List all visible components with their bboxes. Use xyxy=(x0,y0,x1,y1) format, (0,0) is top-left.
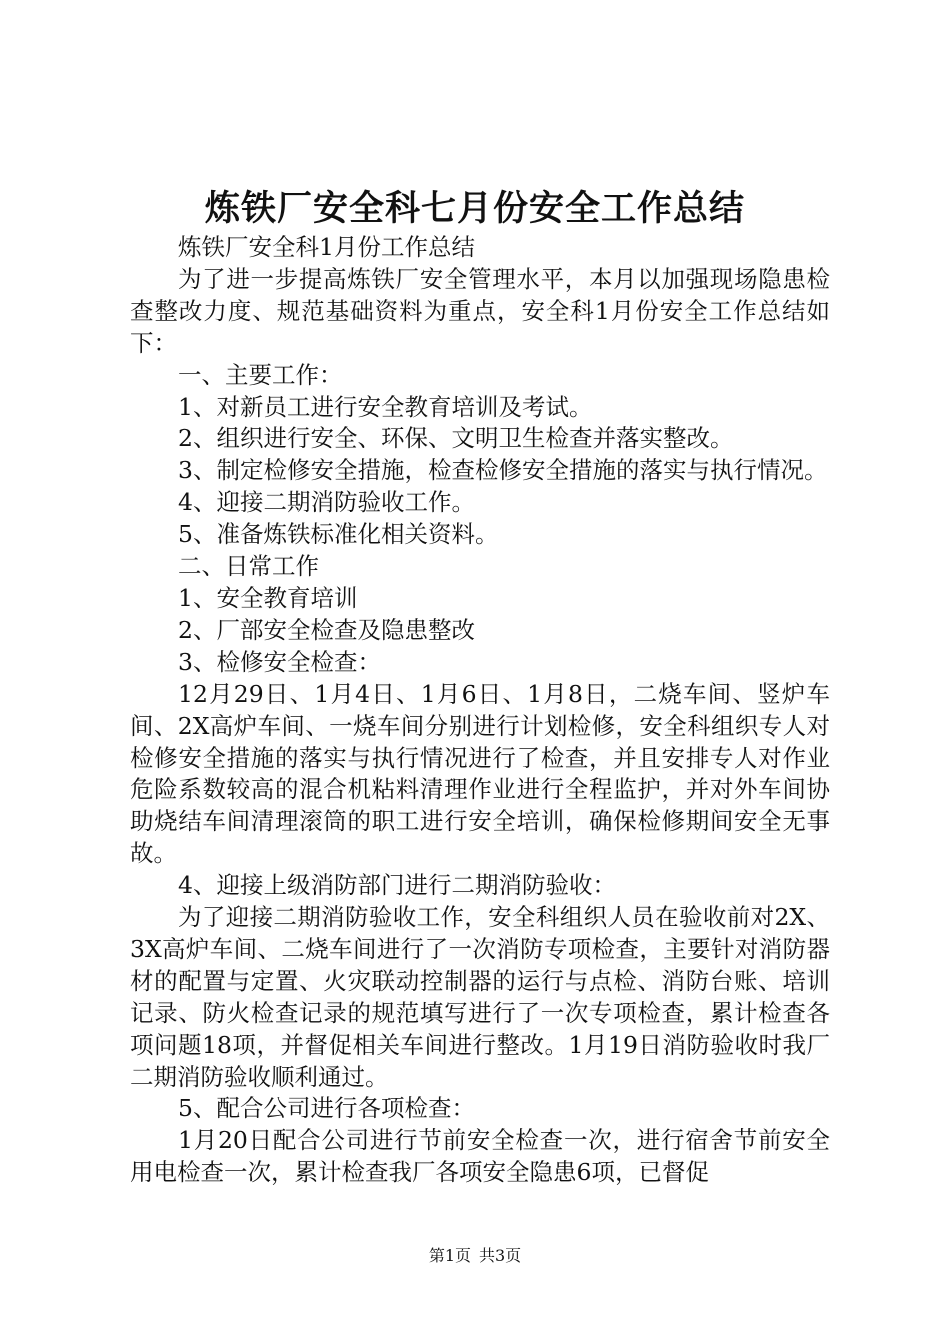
page-footer xyxy=(0,1245,950,1267)
paragraph-fire-inspection: 为了迎接二期消防验收工作，安全科组织人员在验收前对2X、3X高炉车间、二烧车间进行了一次消防专项检查，主要针对消防器材的配置与定置、火灾联动控制器的运行与点检、消防台账、培训记录、防火检查记录的规范填写进行了一次专项检查，累计检查各项问题18项，并督促相关车间进行整改。1月19日消防验收时我厂二期消防验收顺利通过。 xyxy=(130,903,830,1091)
list-item: 5、配合公司进行各项检查： xyxy=(178,1094,475,1123)
section-heading-main-work: 一、主要工作： xyxy=(178,360,343,389)
document-body xyxy=(130,232,830,1189)
paragraph-subtitle: 炼铁厂安全科1月份工作总结 xyxy=(178,233,475,261)
paragraph-intro: 为了进一步提高炼铁厂安全管理水平，本月以加强现场隐患检查整改力度、规范基础资料为重点，安全科1月份安全工作总结如下： xyxy=(130,264,830,357)
list-item: 4、迎接二期消防验收工作。 xyxy=(178,488,475,517)
paragraph-maintenance-check: 12月29日、1月4日、1月6日、1月8日，二烧车间、竖炉车间、2X高炉车间、一烧车间分别进行计划检修，安全科组织专人对检修安全措施的落实与执行情况进行了检查，并且安排专人对作业危险系数较高的混合机粘料清理作业进行全程监护，并对外车间协助烧结车间清理滚筒的职工进行安全培训，确保检修期间安全无事故。 xyxy=(130,679,830,868)
paragraph-company-inspection: 1月20日配合公司进行节前安全检查一次，进行宿舍节前安全用电检查一次，累计检查我厂各项安全隐患6项，已督促 xyxy=(130,1126,830,1187)
list-item: 3、检修安全检查： xyxy=(178,647,381,676)
section-heading-daily-work: 二、日常工作 xyxy=(178,552,319,581)
document-title: 炼铁厂安全科七月份安全工作总结 xyxy=(204,189,745,229)
list-item: 2、组织进行安全、环保、文明卫生检查并落实整改。 xyxy=(178,424,734,453)
list-item: 1、对新员工进行安全教育培训及考试。 xyxy=(178,392,593,421)
list-item: 5、准备炼铁标准化相关资料。 xyxy=(178,520,499,549)
list-item: 1、安全教育培训 xyxy=(178,583,358,612)
page-total: 共3页 xyxy=(479,1246,522,1265)
list-item: 2、厂部安全检查及隐患整改 xyxy=(178,615,475,644)
list-item: 4、迎接上级消防部门进行二期消防验收： xyxy=(178,871,616,900)
list-item: 3、制定检修安全措施，检查检修安全措施的落实与执行情况。 xyxy=(178,456,828,485)
page-number: 第1页 xyxy=(428,1246,471,1265)
